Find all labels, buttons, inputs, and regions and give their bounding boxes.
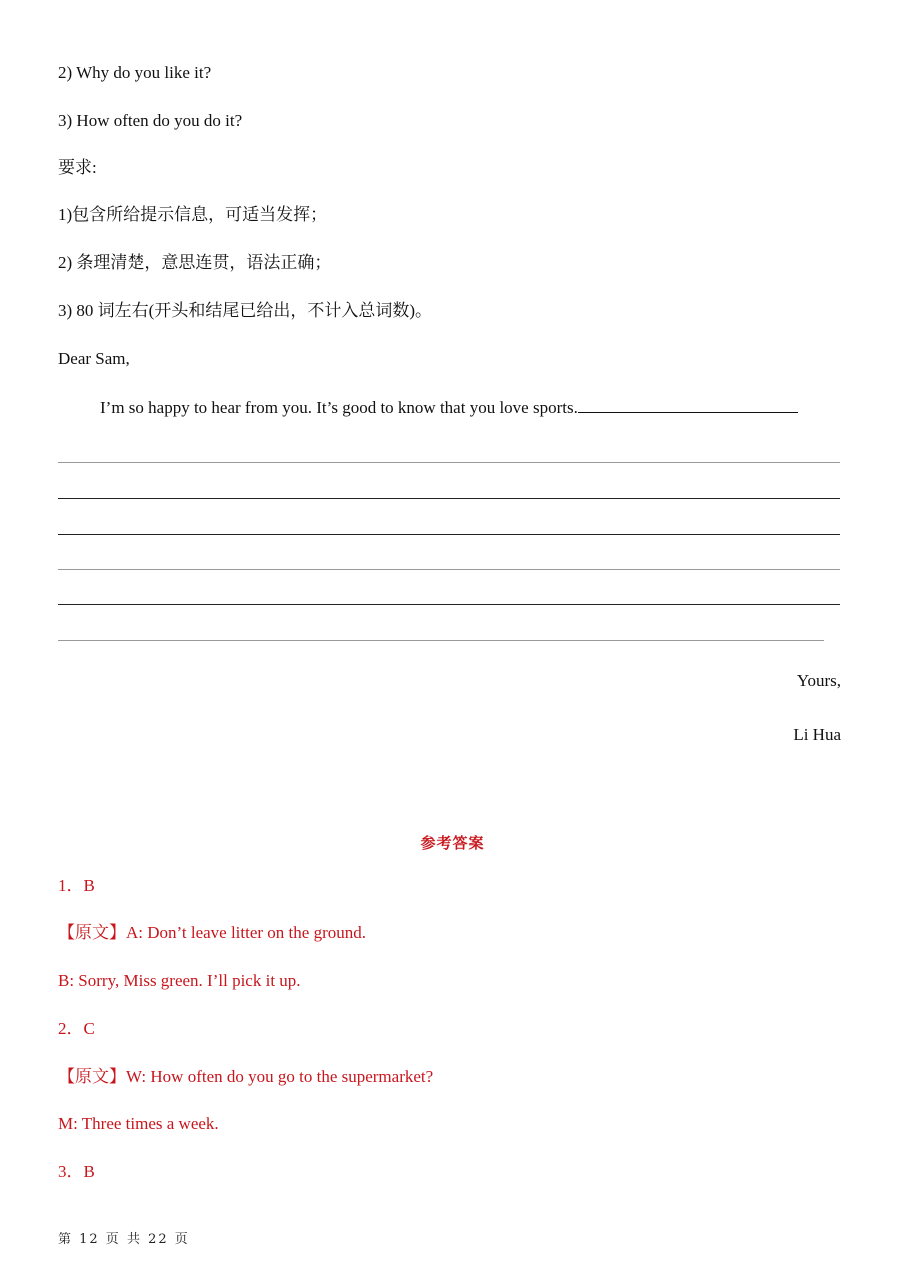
writing-line-4[interactable] <box>58 569 840 570</box>
transcript-2-line-1: 【原文】W: How often do you go to the supermarket? <box>58 1067 434 1086</box>
transcript-1-line-2: B: Sorry, Miss green. I’ll pick it up. <box>58 971 301 990</box>
letter-opening-line <box>100 396 798 419</box>
question-3: 3) How often do you do it? <box>58 111 243 130</box>
writing-line-1[interactable] <box>58 462 840 463</box>
answer-2: 2．C <box>58 1019 95 1038</box>
requirements-heading: 要求: <box>58 158 97 177</box>
page-footer: 第 12 页 共 22 页 <box>58 1232 190 1247</box>
requirement-3: 3) 80 词左右(开头和结尾已给出，不计入总词数)。 <box>58 301 432 320</box>
answer-3: 3．B <box>58 1162 95 1181</box>
writing-line-2[interactable] <box>58 498 840 499</box>
requirement-2: 2) 条理清楚，意思连贯，语法正确； <box>58 253 332 272</box>
writing-line-3[interactable] <box>58 534 840 535</box>
transcript-2-line-2: M: Three times a week. <box>58 1114 219 1133</box>
letter-greeting: Dear Sam, <box>58 349 130 368</box>
opening-blank[interactable] <box>578 396 798 413</box>
writing-line-6[interactable] <box>58 640 824 641</box>
letter-closing: Yours, <box>796 671 841 690</box>
answer-key-title: 参考答案 <box>420 834 485 852</box>
answer-1: 1．B <box>58 876 95 895</box>
requirement-1: 1)包含所给提示信息，可适当发挥； <box>58 205 328 224</box>
letter-opening: I’m so happy to hear from you. It’s good to know that you love sports. <box>100 398 578 417</box>
transcript-1-line-1: 【原文】A: Don’t leave litter on the ground. <box>58 923 366 942</box>
writing-line-5[interactable] <box>58 604 840 605</box>
letter-signature: Li Hua <box>793 725 841 744</box>
question-2: 2) Why do you like it? <box>58 63 212 82</box>
